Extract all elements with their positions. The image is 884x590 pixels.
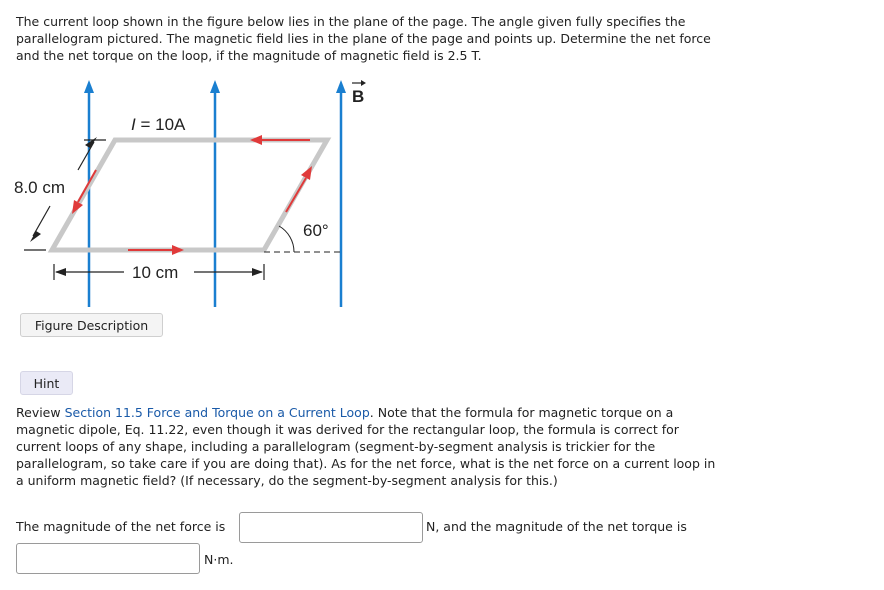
hint-suffix: . Note that the formula for magnetic torque on a magnetic dipole, Eq. 11.22, even though it was derived for the rectangular loop, the formula is correct for current loops of any shape, including a parallelogram (segment-by-segment analysis is trickier for the parallelogram, so take care if you are doing that). As for the net force, what is the net force on a current loop in a uniform magnetic field? (If necessary, do the segment-by-segment analysis for this.): [16, 405, 716, 488]
base-label: 10 cm: [132, 263, 179, 282]
current-arrow-right: [286, 178, 306, 212]
field-label: B: [352, 87, 365, 106]
hint-button[interactable]: Hint: [20, 371, 73, 395]
net-force-input[interactable]: [239, 512, 423, 543]
section-link[interactable]: Section 11.5 Force and Torque on a Current Loop: [64, 405, 370, 420]
current-arrowhead-top: [250, 135, 262, 145]
force-unit-text: N, and the magnitude of the net torque is: [426, 519, 687, 534]
field-arrowhead-2: [210, 80, 220, 93]
current-loop: [52, 140, 327, 250]
current-arrow-left: [78, 170, 96, 202]
question-text: The current loop shown in the figure below lies in the plane of the page. The angle given fully specifies the parallelogram pictured. The magnetic field lies in the plane of the page and points up. Determine the net force and the net torque on the loop, if the magnitude of magnetic field is 2.5 T.: [16, 14, 711, 63]
force-prompt: The magnitude of the net force is: [16, 519, 226, 534]
vector-arrow-icon: [352, 80, 366, 86]
figure-description-button[interactable]: Figure Description: [20, 313, 163, 337]
field-arrowhead-3: [336, 80, 346, 93]
torque-unit-text: N·m.: [204, 552, 234, 567]
field-lines: [84, 80, 346, 307]
current-arrowhead-bottom: [172, 245, 184, 255]
hint-text: [16, 404, 716, 489]
field-arrowhead-1: [84, 80, 94, 93]
net-torque-input[interactable]: [16, 543, 200, 574]
hint-prefix: Review: [16, 405, 65, 420]
angle-label: 60°: [303, 221, 329, 240]
current-label: I = 10A: [131, 115, 186, 134]
side-label: 8.0 cm: [14, 178, 66, 197]
